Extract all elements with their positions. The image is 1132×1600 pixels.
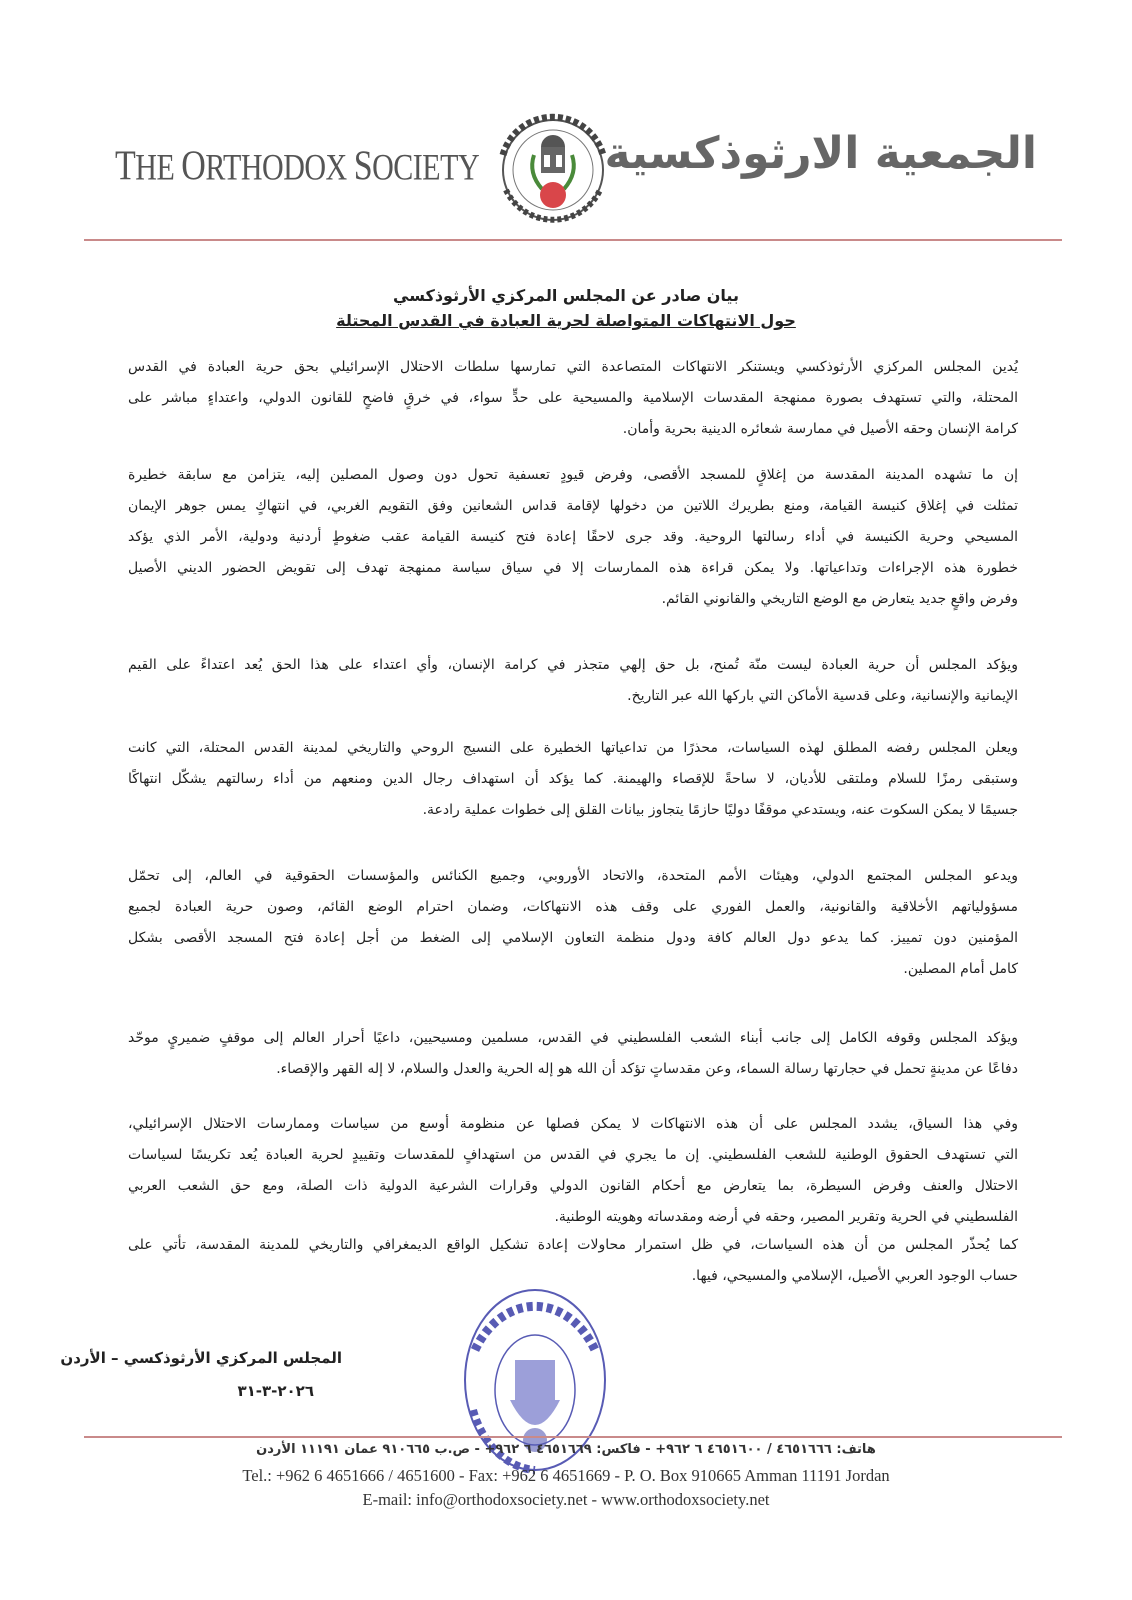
header-divider: [84, 239, 1062, 241]
body-paragraph: [128, 1023, 1018, 1085]
footer-english-contact: Tel.: +962 6 4651666 / 4651600 - Fax: +962 6 4651669 - P. O. Box 910665 Amman 11191 Jordan: [242, 1466, 890, 1485]
paragraph-line: تمثلت في إغلاق كنيسة القيامة، ومنع بطريرك اللاتين من دخولها لإقامة قداس الشعانين وفق التقويم الغربي، في انتهاكٍ يمس جوهر الإيمان: [128, 498, 1018, 514]
name-part: S: [353, 143, 373, 190]
signatory: المجلس المركزي الأرثوذكسي – الأردن: [60, 1349, 342, 1367]
name-part: HE: [135, 146, 182, 188]
paragraph-line: كرامة الإنسان وحقه الأصيل في ممارسة شعائره الدينية بحرية وأمان.: [622, 421, 1018, 437]
name-part: OCIETY: [372, 146, 480, 188]
footer-arabic-contact: هاتف: ٤٦٥١٦٦٦ / ٤٦٥١٦٠٠ ٦ ٩٦٢+ - فاكس: ٤٦٥١٦٦٩ ٦ ٩٦٢+ - ص.ب ٩١٠٦٦٥ عمان ١١١٩١ الأردن: [256, 1442, 876, 1457]
footer-divider: [84, 1436, 1062, 1438]
paragraph-line: الإيمانية والإنسانية، وعلى قدسية الأماكن التي باركها الله عبر التاريخ.: [627, 688, 1018, 704]
paragraph-line: وفرض واقعٍ جديد يتعارض مع الوضع التاريخي والقانوني القائم.: [661, 591, 1018, 607]
paragraph-line: جسيمًا لا يمكن السكوت عنه، ويستدعي موقفًا دوليًا حازمًا يتجاوز بيانات القلق إلى خطوات عملية رادعة.: [422, 802, 1018, 818]
statement-title: بيان صادر عن المجلس المركزي الأرثوذكسي: [393, 286, 739, 305]
paragraph-line: خطورة هذه الإجراءات وتداعياتها. ولا يمكن قراءة هذه الممارسات إلا في سياق سياسة ممنهجة تهدف إلى تقويض الحضور الديني الأصيل: [128, 560, 1018, 576]
paragraph-line: المؤمنين دون تمييز. كما يدعو دول العالم كافة ودول منظمة التعاون الإسلامي إلى الضغط من أجل إعادة فتح المسجد الأقصى بشكل: [128, 930, 1018, 946]
paragraph-line: كامل أمام المصلين.: [903, 961, 1018, 977]
body-paragraph: [128, 1109, 1018, 1233]
footer-web-contact: E-mail: info@orthodoxsociety.net - www.orthodoxsociety.net: [362, 1490, 770, 1509]
paragraph-line: كما يُحذّر المجلس من أن هذه السياسات، في ظل استمرار محاولات إعادة تشكيل الواقع الديمغرافي والتاريخي للمدينة المقدسة، تأتي على: [128, 1237, 1018, 1253]
paragraph-line: وستبقى رمزًا للسلام وملتقى للأديان، لا ساحةً للإقصاء والهيمنة. كما يؤكد أن استهداف رجال الدين ومنعهم من أداء رسالتهم يشكّل انتهاكًا: [128, 771, 1018, 787]
paragraph-line: المسيحي وحرية الكنيسة في أداء رسالتها الروحية. وقد جرى لاحقًا إعادة فتح كنيسة القيامة عقب ضغوطٍ أردنية ودولية، الأمر الذي يؤكد: [128, 529, 1018, 545]
name-part: O: [181, 143, 206, 190]
paragraph-line: التي تستهدف الحقوق الوطنية للشعب الفلسطيني. إن ما يجري في القدس من استهدافٍ للمقدسات وتقييدٍ لحرية العبادة يُعد تكريسًا لسياسات: [128, 1147, 1018, 1163]
paragraph-line: ويدعو المجلس المجتمع الدولي، وهيئات الأمم المتحدة، والاتحاد الأوروبي، وجميع الكنائس والمؤسسات الحقوقية في العالم، إلى تحمّل: [128, 868, 1018, 884]
paragraph-line: المحتلة، والتي تستهدف بصورة ممنهجة المقدسات الإسلامية والمسيحية على حدٍّ سواء، في خرقٍ فاضحٍ للقانون الدولي، واعتداءٍ مباشر على: [128, 390, 1018, 406]
paragraph-line: ويؤكد المجلس وقوفه الكامل إلى جانب أبناء الشعب الفلسطيني في القدس، مسلمين ومسيحيين، داعيًا أحرار العالم إلى موقفٍ ضميريٍ موحّد: [128, 1030, 1018, 1046]
paragraph-line: دفاعًا عن مدينةٍ تحمل في حجارتها رسالة السماء، وعن مقدساتٍ تؤكد أن الله هو إله الحرية والعدل والسلام، لا إله القهر والإقصاء.: [276, 1061, 1018, 1077]
body-paragraph: [128, 352, 1018, 445]
arabic-society-name: الجمعية الارثوذكسية: [604, 128, 1037, 179]
paragraph-line: الاحتلال والعنف وفرض السيطرة، بما يتعارض مع أحكام القانون الدولي وقرارات الشرعية الدولية ذات الصلة، ومع حق الشعب العربي: [128, 1178, 1018, 1194]
body-paragraph: [128, 733, 1018, 826]
name-part: RTHODOX: [205, 146, 354, 188]
english-society-name: [115, 143, 479, 191]
paragraph-line: وفي هذا السياق، يشدد المجلس على أن هذه الانتهاكات لا يمكن فصلها عن منظومة أوسع من سياسات وممارسات الاحتلال الإسرائيلي،: [128, 1116, 1018, 1132]
signature-date: ٢٠٢٦-٣-٣١: [237, 1382, 314, 1400]
statement-subtitle: حول الانتهاكات المتواصلة لحرية العبادة في القدس المحتلة: [336, 311, 796, 330]
paragraph-line: ويعلن المجلس رفضه المطلق لهذه السياسات، محذرًا من تداعياتها الخطيرة على النسيج الروحي والتاريخي لمدينة القدس المحتلة، التي كانت: [128, 740, 1018, 756]
name-part: T: [115, 143, 136, 190]
body-paragraph: [128, 460, 1018, 615]
paragraph-line: يُدين المجلس المركزي الأرثوذكسي ويستنكر الانتهاكات المتصاعدة التي تمارسها سلطات الاحتلال الإسرائيلي بحق حرية العبادة في القدس: [128, 359, 1018, 375]
body-paragraph: [128, 861, 1018, 985]
paragraph-line: إن ما تشهده المدينة المقدسة من إغلاقٍ للمسجد الأقصى، وفرض قيودٍ تعسفية تحول دون وصول المصلين إليه، يتزامن مع سابقة خطيرة: [128, 467, 1018, 483]
paragraph-line: حساب الوجود العربي الأصيل، الإسلامي والمسيحي، فيها.: [691, 1268, 1018, 1284]
body-paragraph: [128, 650, 1018, 712]
paragraph-line: مسؤولياتهم الأخلاقية والقانونية، والعمل الفوري على وقف هذه الانتهاكات، وضمان احترام الوضع القائم، وصون حرية العبادة لجميع: [128, 899, 1018, 915]
paragraph-line: ويؤكد المجلس أن حرية العبادة ليست منّة تُمنح، بل حق إلهي متجذر في كرامة الإنسان، وأي اعتداء على هذا الحق يُعد اعتداءً على القيم: [128, 657, 1018, 673]
paragraph-line: الفلسطيني في الحرية وتقرير المصير، وحقه في أرضه ومقدساته وهويته الوطنية.: [554, 1209, 1018, 1225]
